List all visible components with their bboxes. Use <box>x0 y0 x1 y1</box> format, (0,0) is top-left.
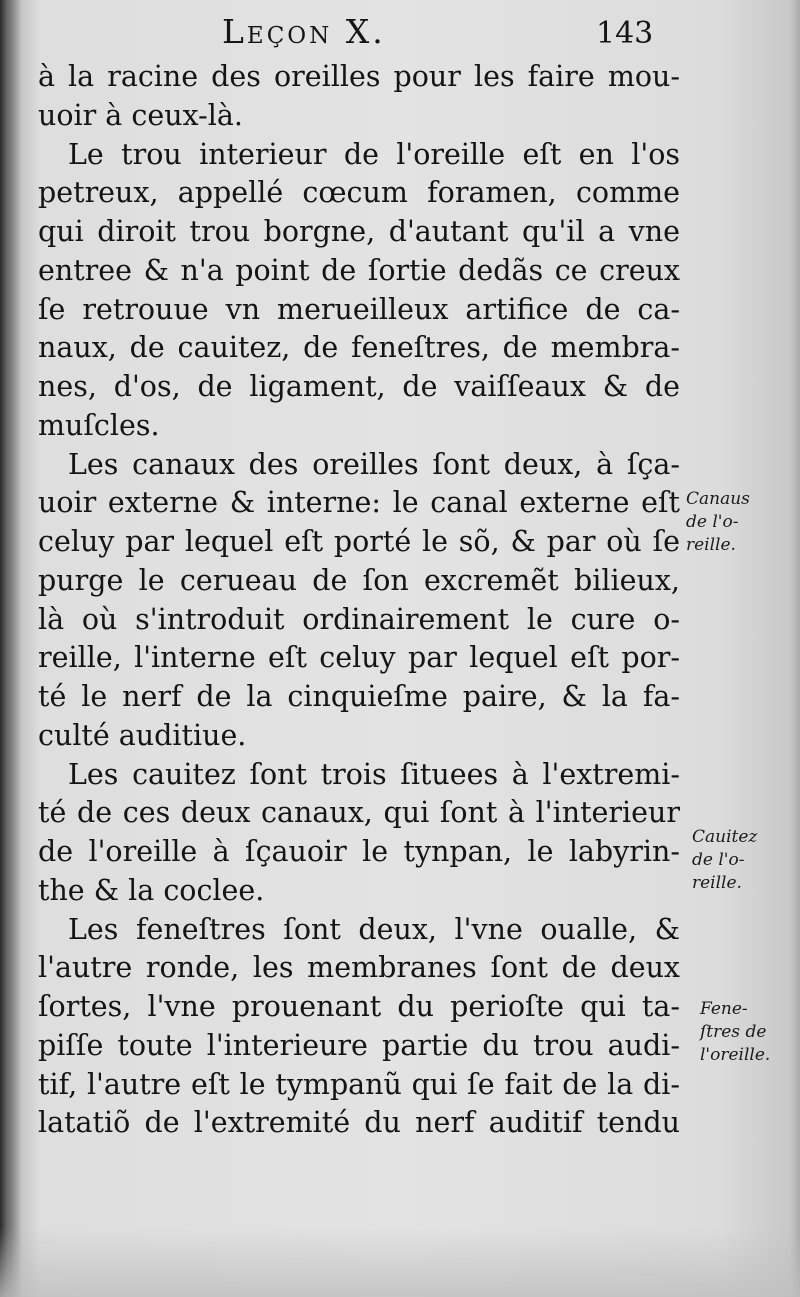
marginal-note-line: reille. <box>692 873 742 893</box>
marginal-note-line: ſtres de <box>700 1022 767 1042</box>
marginal-note-line: de l'o- <box>686 512 739 532</box>
marginal-note-line: l'oreille. <box>700 1045 771 1065</box>
marginal-note-line: reille. <box>686 535 736 555</box>
text-line: de l'oreille à ſçauoir le tynpan, le labyrin- <box>38 835 680 868</box>
text-line: celuy par lequel eſt porté le sõ, & par où ſe <box>38 525 680 558</box>
gutter-shadow <box>0 0 22 1297</box>
text-line: l'autre ronde, les membranes ſont de deux <box>38 951 680 985</box>
text-line: à la racine des oreilles pour les faire mou- <box>38 60 680 93</box>
marginal-note-line: Fene- <box>700 999 748 1019</box>
text-line: reille, l'interne eſt celuy par lequel eſt por- <box>38 641 680 675</box>
text-line: té de ces deux canaux, qui ſont à l'interieur <box>38 796 680 830</box>
paragraph-first-line: Le trou interieur de l'oreille eſt en l'os <box>68 137 680 171</box>
text-line: ſortes, l'vne prouenant du perioſte qui ta- <box>38 990 680 1023</box>
text-line: uoir à ceux-là. <box>38 98 243 132</box>
text-line: petreux, appellé cœcum foramen, comme <box>38 176 680 210</box>
marginal-note-canaux <box>686 488 750 557</box>
marginal-note-line: Cauitez <box>692 827 758 847</box>
running-head <box>0 12 800 52</box>
paragraph-first-line: Les cauitez ſont trois ſituees à l'extremi- <box>68 757 680 791</box>
text-line: piſſe toute l'interieure partie du trou audi- <box>38 1028 680 1062</box>
marginal-note-line: Canaus <box>686 489 750 509</box>
text-line: the & la coclee. <box>38 873 265 907</box>
text-line: uoir externe & interne: le canal externe eſt <box>38 486 680 520</box>
body-text <box>38 58 680 1143</box>
text-line: naux, de cauitez, de feneſtres, de membra- <box>38 331 680 365</box>
text-line: entree & n'a point de ſortie dedãs ce creux <box>38 253 680 287</box>
text-line: muſcles. <box>38 408 160 442</box>
marginal-note-fenestres <box>700 998 770 1067</box>
marginal-note-line: de l'o- <box>692 850 745 870</box>
page-number: 143 <box>596 16 654 51</box>
text-line: ſe retrouue vn merueilleux artifice de ca- <box>38 292 680 326</box>
text-line: tif, l'autre eſt le tympanũ qui ſe fait de la di- <box>38 1067 680 1101</box>
paragraph-first-line: Les feneſtres ſont deux, l'vne oualle, & <box>68 912 680 946</box>
text-line: latatiõ de l'extremité du nerf auditif tendu <box>38 1106 680 1140</box>
page-bottom-shade <box>0 1227 800 1297</box>
text-line: nes, d'os, de ligament, de vaiſſeaux & de <box>38 370 680 403</box>
text-line: té le nerf de la cinquieſme paire, & la fa- <box>38 680 680 713</box>
marginal-note-cauitez <box>692 826 757 895</box>
running-title: Leçon X. <box>222 12 386 51</box>
paragraph-first-line: Les canaux des oreilles ſont deux, à ſça- <box>68 447 680 481</box>
text-line: purge le cerueau de ſon excremẽt bilieux, <box>38 563 680 597</box>
text-line: culté auditiue. <box>38 718 247 752</box>
text-line: qui diroit trou borgne, d'autant qu'il a vne <box>38 215 680 248</box>
text-line: là où s'introduit ordinairement le cure o- <box>38 602 680 636</box>
